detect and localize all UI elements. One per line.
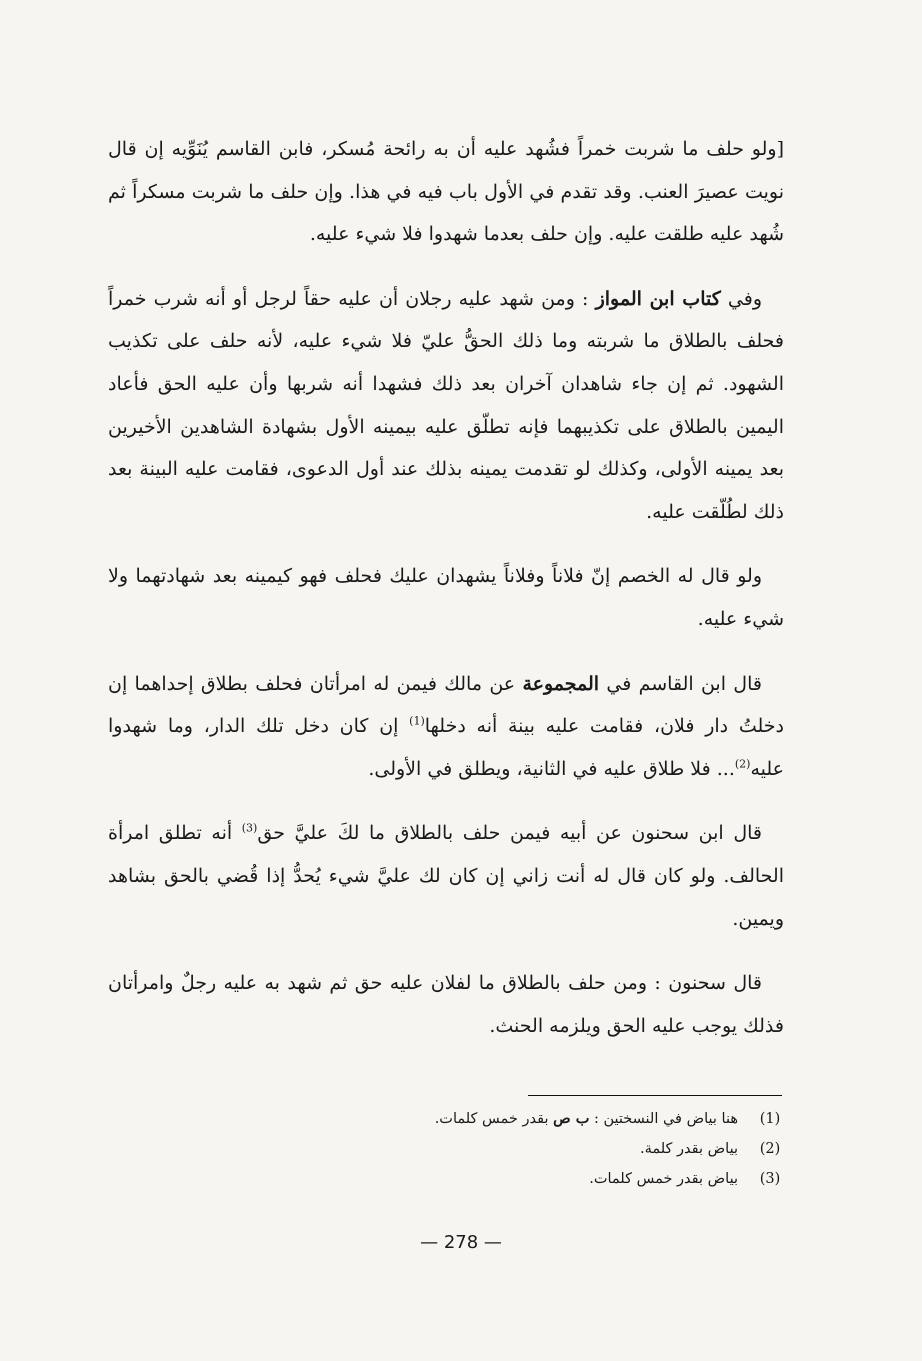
footnote-text: هنا بياض في النسختين : xyxy=(589,1111,738,1127)
footnotes xyxy=(108,1104,784,1194)
page-body xyxy=(108,128,784,1069)
footnote-number: (3) xyxy=(759,1171,781,1187)
paragraph-2-lead: وفي xyxy=(720,287,762,310)
paragraph-3: ولو قال له الخصم إنّ فلاناً وفلاناً يشهدان عليك فحلف فهو كيمينه بعد شهادتهما ولا شيء عليه. xyxy=(108,565,784,630)
paragraph-4-body-2: إن كان دخل تلك الدار، وما شهدوا عليه xyxy=(108,715,784,780)
footnote-ref-3: (3) xyxy=(241,821,258,835)
footnote-text: بياض بقدر خمس كلمات. xyxy=(589,1171,738,1187)
footnote-2 xyxy=(108,1134,784,1164)
footnote-ref-1: (1) xyxy=(409,714,425,728)
footnote-number: (1) xyxy=(759,1111,781,1127)
paragraph-2 xyxy=(108,278,784,534)
paragraph-6: قال سحنون : ومن حلف بالطلاق ما لفلان عليه حق ثم شهد به عليه رجلٌ وامرأتان فذلك يوجب عليه الحق ويلزمه الحنث. xyxy=(108,972,784,1037)
paragraph-4-body: عن مالك فيمن له امرأتان فحلف بطلاق إحداهما إن دخلتُ دار فلان، فقامت عليه بينة أنه دخلها xyxy=(108,672,784,738)
page-number: — 278 — xyxy=(420,1232,502,1253)
book-title-ibn-al-mawaz: كتاب ابن المواز xyxy=(595,287,721,310)
footnote-separator xyxy=(528,1095,782,1096)
paragraph-2-body: : ومن شهد عليه رجلان أن عليه حقاً لرجل أو أنه شرب خمراً فحلف بالطلاق ما شربته وما ذلك الحقُّ عليّ فلا شيء عليه، لأنه حلف على تكذيب الشهود. ثم إن جاء شاهدان آخران بعد ذلك فشهدا أنه شربها وأن عليه الحق فأعاد اليمين بالطلاق على تكذيبهما فإنه تطلّق عليه بيمينه الأول بشهادة الشاهدين الأخيرين بعد يمينه الأولى، وكذلك لو تقدمت يمينه بذلك عند أول الدعوى، فقامت عليه البينة بعد ذلك لطُلّقت عليه. xyxy=(108,287,784,523)
paragraph-4 xyxy=(108,663,784,791)
paragraph-1: [ولو حلف ما شربت خمراً فشُهد عليه أن به رائحة مُسكر، فابن القاسم يُنَوِّيه إن قال نويت عصيرَ العنب. وقد تقدم في الأول باب فيه في هذا. وإن حلف ما شربت مسكراً ثم شُهد عليه طلقت عليه. وإن حلف بعدما شهدوا فلا شيء عليه. xyxy=(108,138,784,246)
footnote-text-end: بقدر خمس كلمات. xyxy=(434,1111,554,1127)
paragraph-5-lead: قال ابن سحنون عن أبيه فيمن حلف بالطلاق ما لكَ عليَّ حق xyxy=(257,822,762,845)
footnote-1 xyxy=(108,1104,784,1134)
footnote-number: (2) xyxy=(759,1141,781,1157)
book-title-al-majmua: المجموعة xyxy=(522,672,600,695)
paragraph-5-body: أنه تطلق امرأة الحالف. ولو كان قال له أنت زاني إن كان لك عليَّ شيء يُحدُّ إذا قُضي بالحق بشاهد ويمين. xyxy=(108,822,784,930)
paragraph-4-body-3: ... فلا طلاق عليه في الثانية، ويطلق في الأولى. xyxy=(368,757,735,780)
footnote-3 xyxy=(108,1164,784,1194)
footnote-ref-2: (2) xyxy=(734,757,751,771)
paragraph-4-lead: قال ابن القاسم في xyxy=(599,672,762,695)
footnote-text: بياض بقدر كلمة. xyxy=(639,1141,738,1157)
paragraph-5 xyxy=(108,812,784,940)
manuscript-sigla: ب ص xyxy=(553,1110,590,1127)
